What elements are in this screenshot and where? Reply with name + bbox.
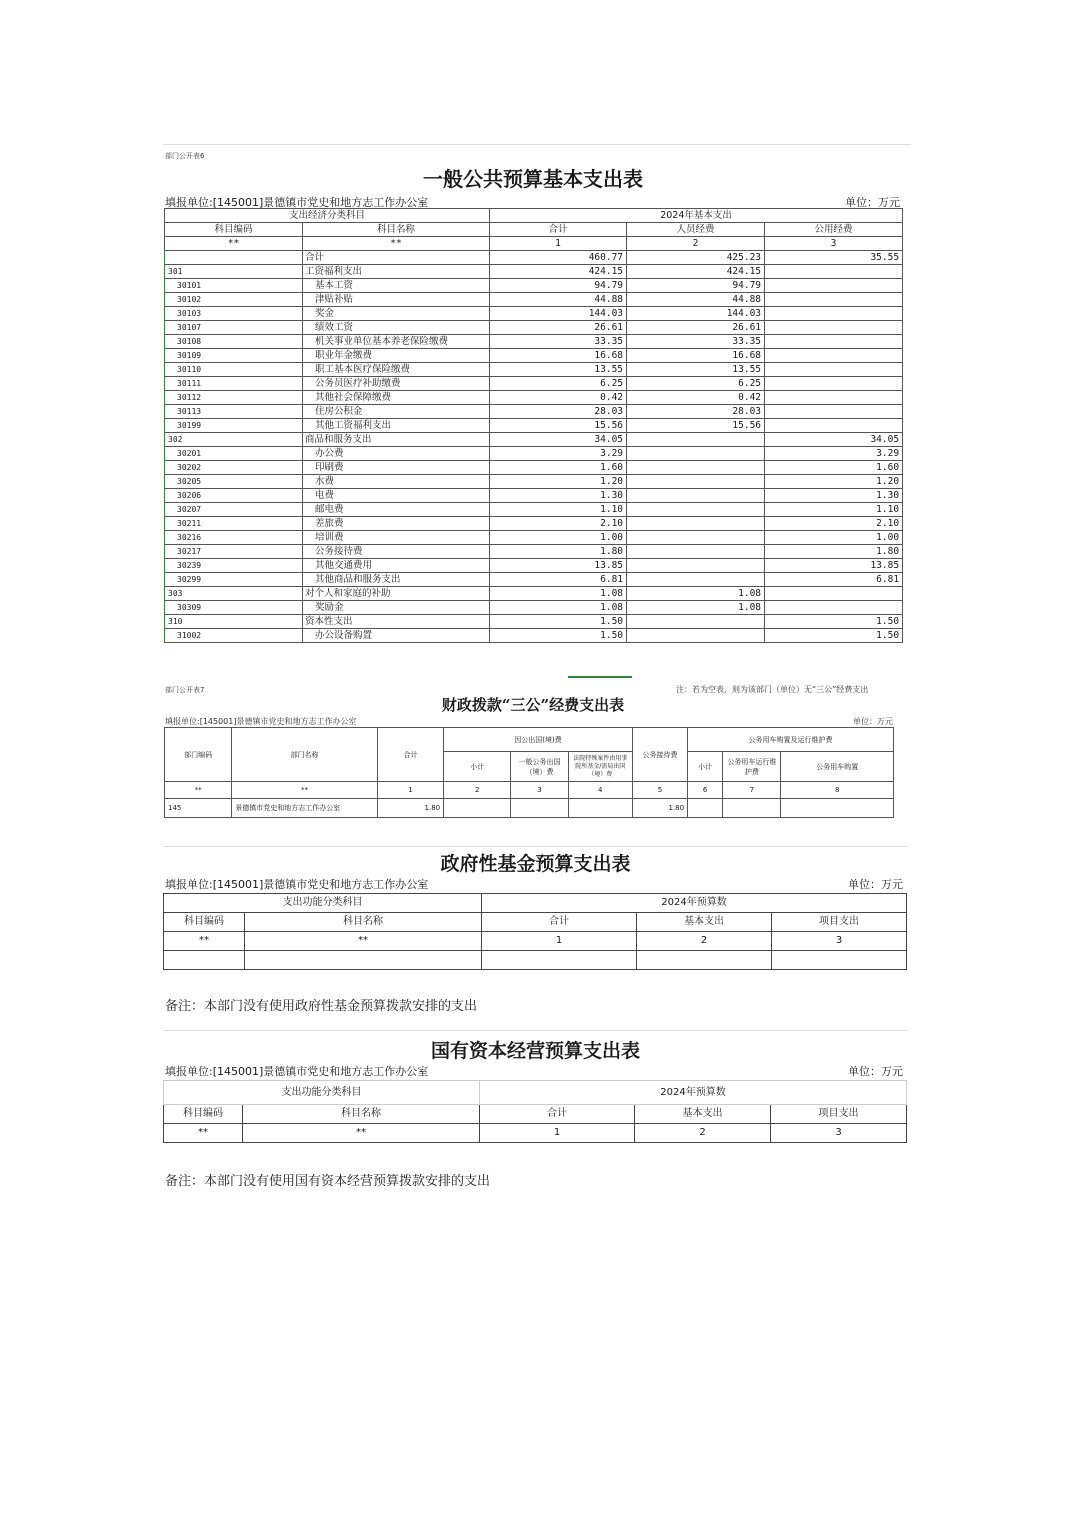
t1-title: 一般公共预算基本支出表: [423, 167, 643, 191]
table-row: [165, 503, 903, 517]
row-public: [765, 419, 903, 433]
header-vehicle-buy: 公务用车购置: [781, 752, 894, 782]
header-function-class: 支出功能分类科目: [164, 894, 482, 913]
empty-cell: [482, 951, 637, 970]
row-public: [765, 307, 903, 321]
row-code: 30217: [165, 545, 303, 559]
row-public: 1.00: [765, 531, 903, 545]
row-personnel: 94.79: [627, 279, 765, 293]
table-row: [165, 405, 903, 419]
table-row: [165, 335, 903, 349]
row-name: 公务接待费: [303, 545, 490, 559]
row-code: 30206: [165, 489, 303, 503]
header-dept-name: 部门名称: [232, 728, 378, 782]
row-public: 2.10: [765, 517, 903, 531]
header-name: 科目名称: [245, 913, 482, 932]
t3-title: 政府性基金预算支出表: [440, 853, 631, 875]
table-row: [165, 573, 903, 587]
header-year-basic: 2024年基本支出: [490, 209, 903, 223]
row-personnel: [627, 489, 765, 503]
row-code: 30101: [165, 279, 303, 293]
row-code: 30309: [165, 601, 303, 615]
row-public: 35.55: [765, 251, 903, 265]
table-row: [165, 517, 903, 531]
row-total: 1.30: [490, 489, 627, 503]
row-total: 144.03: [490, 307, 627, 321]
row-personnel: [627, 629, 765, 643]
row-total: 460.77: [490, 251, 627, 265]
row-code: 30239: [165, 559, 303, 573]
table-row: [165, 531, 903, 545]
row-name: 培训费: [303, 531, 490, 545]
header-name: 科目名称: [243, 1105, 480, 1124]
row-total: 15.56: [490, 419, 627, 433]
row-code: 30111: [165, 377, 303, 391]
row-total: 1.10: [490, 503, 627, 517]
empty-cell: [723, 799, 781, 818]
index-cell: 7: [723, 782, 781, 799]
row-public: 1.80: [765, 545, 903, 559]
header-general-abroad: 一般公务出国（境）费: [511, 752, 568, 782]
table-row: [165, 377, 903, 391]
header-project: 项目支出: [772, 913, 907, 932]
table-row: [165, 629, 903, 643]
row-total: 1.60: [490, 461, 627, 475]
header-vehicle-subtotal: 小计: [688, 752, 723, 782]
table-row: [165, 433, 903, 447]
row-public: [765, 321, 903, 335]
row-name: 机关事业单位基本养老保险缴费: [303, 335, 490, 349]
dept-code: 145: [165, 799, 232, 818]
row-total: 28.03: [490, 405, 627, 419]
header-public: 公用经费: [765, 223, 903, 237]
row-personnel: 144.03: [627, 307, 765, 321]
row-public: 1.60: [765, 461, 903, 475]
row-public: [765, 391, 903, 405]
dept-reception: 1.80: [632, 799, 687, 818]
t3-reporting-unit: 填报单位:[145001]景德镇市党史和地方志工作办公室: [165, 878, 429, 891]
row-code: 30102: [165, 293, 303, 307]
row-code: 30108: [165, 335, 303, 349]
table-row: [165, 293, 903, 307]
row-public: 1.10: [765, 503, 903, 517]
index-cell: 4: [568, 782, 632, 799]
row-code: 30110: [165, 363, 303, 377]
index-cell: 1: [480, 1124, 635, 1143]
row-name: 公务员医疗补助缴费: [303, 377, 490, 391]
index-cell: 8: [781, 782, 894, 799]
row-name: 办公设备购置: [303, 629, 490, 643]
row-name: 其他交通费用: [303, 559, 490, 573]
row-total: 16.68: [490, 349, 627, 363]
empty-cell: [444, 799, 511, 818]
t2-title: 财政拨款“三公”经费支出表: [441, 696, 625, 714]
table-row: [165, 251, 903, 265]
selection-marker: [568, 676, 632, 678]
index-cell: 2: [444, 782, 511, 799]
row-code: 310: [165, 615, 303, 629]
table-row: [165, 419, 903, 433]
row-public: 1.30: [765, 489, 903, 503]
row-total: 1.00: [490, 531, 627, 545]
table-row: [165, 545, 903, 559]
row-public: [765, 587, 903, 601]
empty-cell: [637, 951, 772, 970]
three-public-table: [164, 727, 894, 818]
row-public: [765, 363, 903, 377]
table-row: [165, 265, 903, 279]
header-code: 科目编码: [165, 223, 303, 237]
index-cell: **: [165, 782, 232, 799]
row-personnel: [627, 545, 765, 559]
row-public: 6.81: [765, 573, 903, 587]
table-row: [165, 461, 903, 475]
index-cell: **: [245, 932, 482, 951]
row-name: 差旅费: [303, 517, 490, 531]
header-vehicle-run: 公务用车运行维护费: [723, 752, 781, 782]
row-name: 奖励金: [303, 601, 490, 615]
index-cell: 6: [688, 782, 723, 799]
row-code: 30103: [165, 307, 303, 321]
table-row: [165, 601, 903, 615]
table-row: [165, 475, 903, 489]
index-code: **: [165, 237, 303, 251]
row-public: [765, 601, 903, 615]
table-row: [165, 321, 903, 335]
t2-unit: 单位：万元: [853, 717, 893, 726]
t1-form-label: 部门公开表6: [165, 152, 205, 160]
table-row: [165, 559, 903, 573]
row-code: 301: [165, 265, 303, 279]
row-total: 1.20: [490, 475, 627, 489]
row-total: 44.88: [490, 293, 627, 307]
row-public: [765, 377, 903, 391]
index-cell: 2: [635, 1124, 771, 1143]
row-personnel: 16.68: [627, 349, 765, 363]
row-name: 邮电费: [303, 503, 490, 517]
row-total: 34.05: [490, 433, 627, 447]
dept-name: 景德镇市党史和地方志工作办公室: [232, 799, 378, 818]
row-name: 合计: [303, 251, 490, 265]
header-vehicle: 公务用车购置及运行维护费: [688, 728, 894, 752]
row-personnel: [627, 503, 765, 517]
row-code: 30211: [165, 517, 303, 531]
row-personnel: 6.25: [627, 377, 765, 391]
row-total: 13.85: [490, 559, 627, 573]
index-cell: **: [164, 932, 245, 951]
row-name: 其他工资福利支出: [303, 419, 490, 433]
t1-reporting-unit: 填报单位:[145001]景德镇市党史和地方志工作办公室: [165, 196, 429, 209]
header-special-abroad: 法院特殊案件由用事院所基金/需局出国（境）费: [568, 752, 632, 782]
row-total: 1.80: [490, 545, 627, 559]
header-year-budget: 2024年预算数: [482, 894, 907, 913]
row-personnel: 1.08: [627, 601, 765, 615]
index-cell: 3: [772, 932, 907, 951]
empty-cell: [772, 951, 907, 970]
index-1: 1: [490, 237, 627, 251]
row-name: 住房公积金: [303, 405, 490, 419]
row-personnel: [627, 531, 765, 545]
row-code: 30107: [165, 321, 303, 335]
header-function-class: 支出功能分类科目: [164, 1081, 480, 1105]
row-public: 34.05: [765, 433, 903, 447]
row-personnel: [627, 447, 765, 461]
row-code: 30207: [165, 503, 303, 517]
row-personnel: [627, 433, 765, 447]
row-total: 33.35: [490, 335, 627, 349]
row-public: [765, 335, 903, 349]
header-basic: 基本支出: [635, 1105, 771, 1124]
row-personnel: 33.35: [627, 335, 765, 349]
row-name: 其他社会保障缴费: [303, 391, 490, 405]
row-total: 1.08: [490, 601, 627, 615]
row-name: 津贴补贴: [303, 293, 490, 307]
row-code: 31002: [165, 629, 303, 643]
header-abroad: 因公出国(境)费: [444, 728, 633, 752]
t4-remark: 备注：本部门没有使用国有资本经营预算拨款安排的支出: [165, 1174, 491, 1189]
row-code: 30205: [165, 475, 303, 489]
dept-total: 1.80: [377, 799, 443, 818]
row-personnel: [627, 573, 765, 587]
row-public: [765, 265, 903, 279]
t1-unit: 单位：万元: [845, 196, 900, 209]
table-row: [165, 489, 903, 503]
empty-cell: [568, 799, 632, 818]
header-reception: 公务接待费: [632, 728, 687, 782]
row-name: 职业年金缴费: [303, 349, 490, 363]
index-cell: 3: [771, 1124, 907, 1143]
row-total: 94.79: [490, 279, 627, 293]
table-row: [165, 363, 903, 377]
header-total: 合计: [480, 1105, 635, 1124]
general-budget-table: [164, 208, 903, 643]
row-total: 6.81: [490, 573, 627, 587]
row-public: [765, 349, 903, 363]
row-public: 3.29: [765, 447, 903, 461]
row-name: 奖金: [303, 307, 490, 321]
row-personnel: [627, 461, 765, 475]
t4-title: 国有资本经营预算支出表: [430, 1040, 640, 1062]
row-personnel: 44.88: [627, 293, 765, 307]
row-code: 302: [165, 433, 303, 447]
t3-unit: 单位：万元: [848, 878, 903, 891]
header-basic: 基本支出: [637, 913, 772, 932]
header-expense-class: 支出经济分类科目: [165, 209, 490, 223]
row-total: 3.29: [490, 447, 627, 461]
header-year-budget: 2024年预算数: [480, 1081, 907, 1105]
row-total: 1.50: [490, 629, 627, 643]
row-public: [765, 405, 903, 419]
table-row: [165, 391, 903, 405]
t2-reporting-unit: 填报单位:[145001]景德镇市党史和地方志工作办公室: [165, 717, 357, 726]
row-code: 30113: [165, 405, 303, 419]
row-code: 30202: [165, 461, 303, 475]
header-personnel: 人员经费: [627, 223, 765, 237]
row-name: 绩效工资: [303, 321, 490, 335]
row-personnel: [627, 517, 765, 531]
row-total: 6.25: [490, 377, 627, 391]
row-personnel: 28.03: [627, 405, 765, 419]
row-personnel: 26.61: [627, 321, 765, 335]
row-total: 1.08: [490, 587, 627, 601]
row-total: 424.15: [490, 265, 627, 279]
index-cell: 3: [511, 782, 568, 799]
row-personnel: 0.42: [627, 391, 765, 405]
table-row: [165, 447, 903, 461]
row-personnel: 1.08: [627, 587, 765, 601]
row-name: 工资福利支出: [303, 265, 490, 279]
empty-cell: [781, 799, 894, 818]
index-cell: 2: [637, 932, 772, 951]
row-code: 303: [165, 587, 303, 601]
gov-fund-table: [163, 893, 907, 970]
state-capital-table: [163, 1080, 907, 1143]
header-total: 合计: [482, 913, 637, 932]
row-total: 1.50: [490, 615, 627, 629]
row-total: 26.61: [490, 321, 627, 335]
row-name: 其他商品和服务支出: [303, 573, 490, 587]
row-name: 基本工资: [303, 279, 490, 293]
header-name: 科目名称: [303, 223, 490, 237]
table-row: [165, 307, 903, 321]
row-name: 水费: [303, 475, 490, 489]
table-row: [165, 615, 903, 629]
header-code: 科目编码: [164, 1105, 243, 1124]
index-cell: 5: [632, 782, 687, 799]
row-personnel: 13.55: [627, 363, 765, 377]
row-public: [765, 279, 903, 293]
empty-cell: [245, 951, 482, 970]
row-total: 13.55: [490, 363, 627, 377]
t2-form-label: 部门公开表7: [165, 686, 205, 694]
index-3: 3: [765, 237, 903, 251]
row-name: 对个人和家庭的补助: [303, 587, 490, 601]
index-name: **: [303, 237, 490, 251]
header-total: 合计: [490, 223, 627, 237]
table-row: [165, 349, 903, 363]
row-personnel: [627, 475, 765, 489]
row-public: 1.20: [765, 475, 903, 489]
row-name: 印刷费: [303, 461, 490, 475]
row-personnel: 425.23: [627, 251, 765, 265]
empty-cell: [164, 951, 245, 970]
row-code: 30109: [165, 349, 303, 363]
row-code: 30112: [165, 391, 303, 405]
empty-cell: [511, 799, 568, 818]
row-public: 13.85: [765, 559, 903, 573]
index-cell: **: [243, 1124, 480, 1143]
header-abroad-subtotal: 小计: [444, 752, 511, 782]
row-public: 1.50: [765, 615, 903, 629]
table-row: [165, 279, 903, 293]
header-total: 合计: [377, 728, 443, 782]
header-project: 项目支出: [771, 1105, 907, 1124]
index-cell: 1: [482, 932, 637, 951]
row-code: [165, 251, 303, 265]
index-cell: **: [164, 1124, 243, 1143]
row-name: 职工基本医疗保险缴费: [303, 363, 490, 377]
index-2: 2: [627, 237, 765, 251]
row-name: 资本性支出: [303, 615, 490, 629]
row-name: 电费: [303, 489, 490, 503]
row-total: 2.10: [490, 517, 627, 531]
t2-note: 注：若为空表，则为该部门（单位）无“三公”经费支出: [676, 685, 869, 694]
row-code: 30299: [165, 573, 303, 587]
row-personnel: 424.15: [627, 265, 765, 279]
t4-unit: 单位：万元: [848, 1065, 903, 1078]
table-row: [165, 587, 903, 601]
index-cell: 1: [377, 782, 443, 799]
header-code: 科目编码: [164, 913, 245, 932]
row-total: 0.42: [490, 391, 627, 405]
row-code: 30199: [165, 419, 303, 433]
row-personnel: [627, 559, 765, 573]
row-code: 30216: [165, 531, 303, 545]
t3-remark: 备注：本部门没有使用政府性基金预算拨款安排的支出: [165, 999, 478, 1014]
index-cell: **: [232, 782, 378, 799]
row-code: 30201: [165, 447, 303, 461]
row-public: 1.50: [765, 629, 903, 643]
row-personnel: 15.56: [627, 419, 765, 433]
header-dept-code: 部门编码: [165, 728, 232, 782]
row-name: 商品和服务支出: [303, 433, 490, 447]
row-name: 办公费: [303, 447, 490, 461]
row-personnel: [627, 615, 765, 629]
row-public: [765, 293, 903, 307]
empty-cell: [688, 799, 723, 818]
t4-reporting-unit: 填报单位:[145001]景德镇市党史和地方志工作办公室: [165, 1065, 429, 1078]
